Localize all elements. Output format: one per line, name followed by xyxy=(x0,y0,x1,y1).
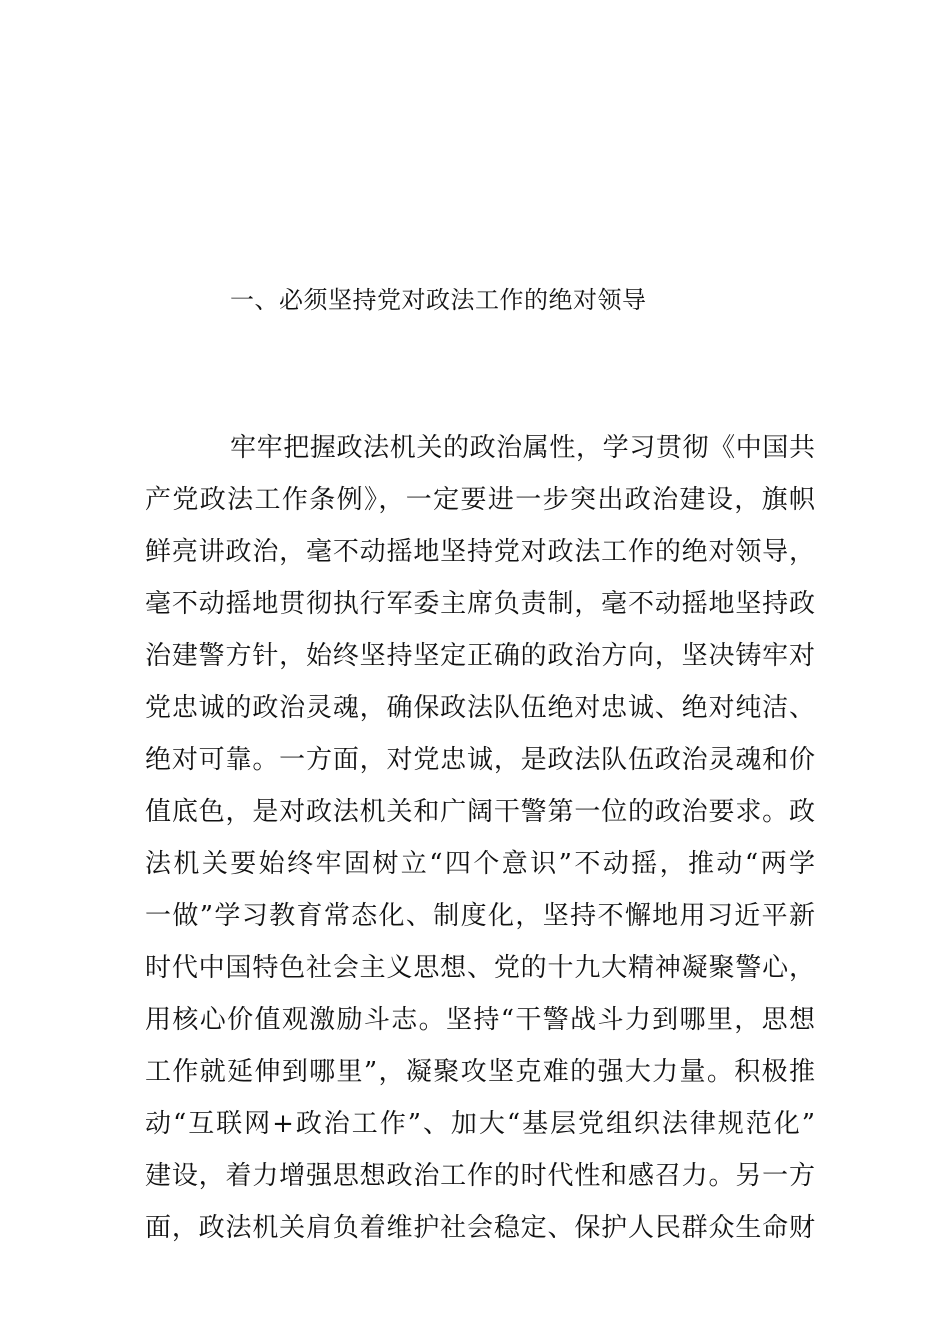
paragraph-line: 一做”学习教育常态化、制度化，坚持不懈地用习近平新 xyxy=(145,901,815,931)
paragraph-line: 工作就延伸到哪里”，凝聚攻坚克难的强大力量。积极推 xyxy=(145,1057,815,1087)
paragraph-line: 产党政法工作条例》，一定要进一步突出政治建设，旗帜 xyxy=(145,485,815,515)
paragraph-line: 毫不动摇地贯彻执行军委主席负责制，毫不动摇地坚持政 xyxy=(145,589,815,619)
paragraph-line: 法机关要始终牢固树立“四个意识”不动摇，推动“两学 xyxy=(145,849,815,879)
paragraph-line: 值底色，是对政法机关和广阔干警第一位的政治要求。政 xyxy=(145,797,815,827)
body-paragraph xyxy=(145,422,815,1254)
paragraph-line: 牢牢把握政法机关的政治属性，学习贯彻《中国共 xyxy=(230,433,815,463)
paragraph-line: 动“互联网+政治工作”、加大“基层党组织法律规范化” xyxy=(145,1109,815,1139)
paragraph-line: 时代中国特色社会主义思想、党的十九大精神凝聚警心， xyxy=(145,953,815,983)
paragraph-line: 用核心价值观激励斗志。坚持“干警战斗力到哪里，思想 xyxy=(145,1005,815,1035)
paragraph-line: 党忠诚的政治灵魂，确保政法队伍绝对忠诚、绝对纯洁、 xyxy=(145,693,815,723)
paragraph-line: 治建警方针，始终坚持坚定正确的政治方向，坚决铸牢对 xyxy=(145,641,815,671)
section-heading: 一、必须坚持党对政法工作的绝对领导 xyxy=(230,286,647,314)
paragraph-line: 建设，着力增强思想政治工作的时代性和感召力。另一方 xyxy=(145,1161,815,1191)
paragraph-line: 面，政法机关肩负着维护社会稳定、保护人民群众生命财 xyxy=(145,1213,815,1243)
paragraph-line: 鲜亮讲政治，毫不动摇地坚持党对政法工作的绝对领导， xyxy=(145,537,815,567)
paragraph-line: 绝对可靠。一方面，对党忠诚，是政法队伍政治灵魂和价 xyxy=(145,745,815,775)
